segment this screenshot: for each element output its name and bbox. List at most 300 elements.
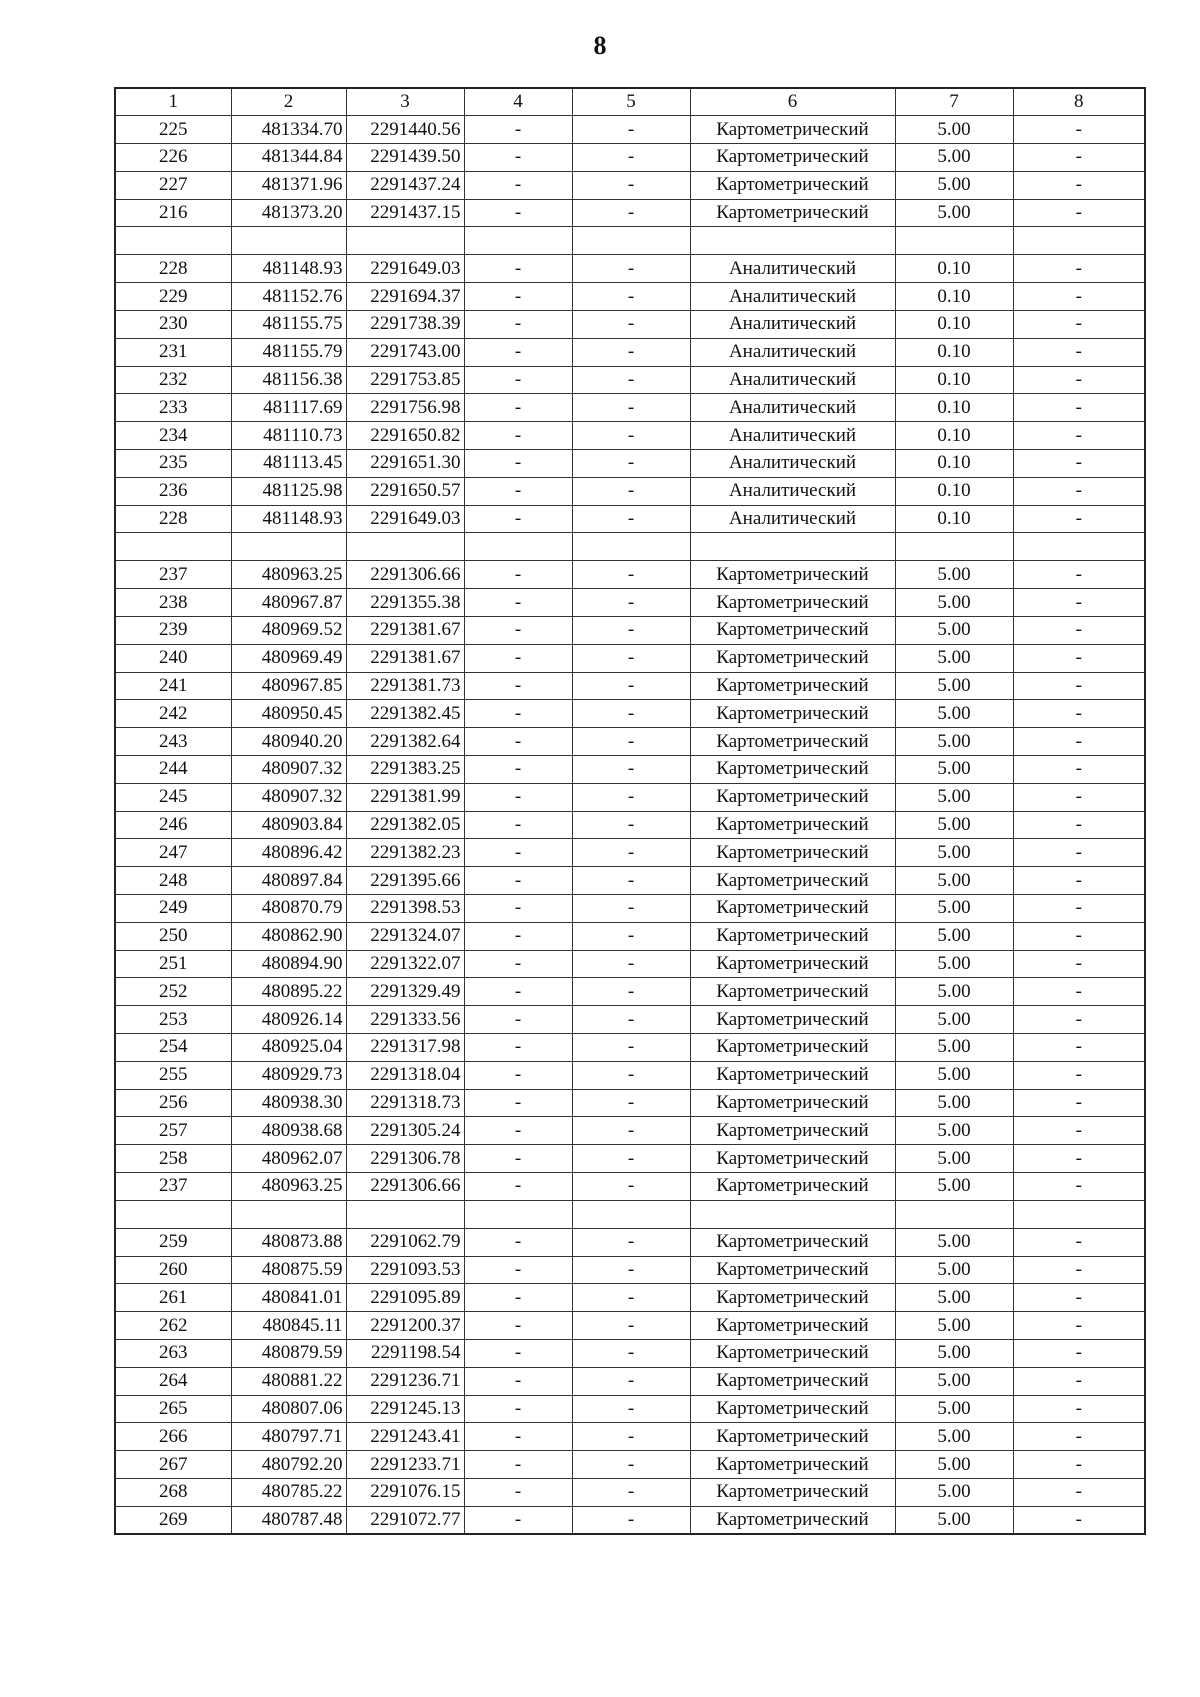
coord-y-cell: 2291076.15 <box>346 1478 464 1506</box>
accuracy-cell: 5.00 <box>895 1395 1013 1423</box>
coord-x-cell: 480862.90 <box>231 922 346 950</box>
col-4-cell: - <box>464 311 572 339</box>
point-number-cell: 261 <box>115 1284 231 1312</box>
accuracy-cell: 5.00 <box>895 728 1013 756</box>
col-4-cell: - <box>464 394 572 422</box>
accuracy-cell: 5.00 <box>895 644 1013 672</box>
table-row <box>115 1006 1145 1034</box>
method-cell: Аналитический <box>690 422 895 450</box>
coord-x-cell: 481156.38 <box>231 366 346 394</box>
point-number-cell: 259 <box>115 1228 231 1256</box>
coord-y-cell: 2291062.79 <box>346 1228 464 1256</box>
point-number-cell: 232 <box>115 366 231 394</box>
coord-x-cell: 480938.30 <box>231 1089 346 1117</box>
coord-y-cell: 2291324.07 <box>346 922 464 950</box>
col-8-cell: - <box>1013 1006 1145 1034</box>
accuracy-cell: 5.00 <box>895 561 1013 589</box>
point-number-cell: 266 <box>115 1423 231 1451</box>
col-5-cell: - <box>572 1423 690 1451</box>
col-4-cell: - <box>464 1089 572 1117</box>
coord-x-cell: 480969.52 <box>231 617 346 645</box>
coord-y-cell: 2291333.56 <box>346 1006 464 1034</box>
method-cell: Картометрический <box>690 1312 895 1340</box>
point-number-cell: 239 <box>115 617 231 645</box>
col-4-cell: - <box>464 450 572 478</box>
col-5-cell: - <box>572 422 690 450</box>
table-row <box>115 1284 1145 1312</box>
table-row <box>115 477 1145 505</box>
accuracy-cell: 5.00 <box>895 617 1013 645</box>
col-4-cell: - <box>464 366 572 394</box>
table-row <box>115 1117 1145 1145</box>
accuracy-cell: 0.10 <box>895 505 1013 533</box>
col-8-cell: - <box>1013 338 1145 366</box>
method-cell: Картометрический <box>690 1451 895 1479</box>
col-5-cell: - <box>572 1117 690 1145</box>
point-number-cell: 267 <box>115 1451 231 1479</box>
empty-cell <box>231 533 346 561</box>
method-cell: Картометрический <box>690 1395 895 1423</box>
method-cell: Картометрический <box>690 1423 895 1451</box>
col-4-cell: - <box>464 728 572 756</box>
method-cell: Аналитический <box>690 366 895 394</box>
table-row <box>115 728 1145 756</box>
coord-x-cell: 480881.22 <box>231 1367 346 1395</box>
col-4-cell: - <box>464 144 572 172</box>
point-number-cell: 229 <box>115 283 231 311</box>
table-row <box>115 1228 1145 1256</box>
col-5-cell: - <box>572 1312 690 1340</box>
empty-cell <box>115 1200 231 1228</box>
col-5-cell: - <box>572 1256 690 1284</box>
accuracy-cell: 5.00 <box>895 950 1013 978</box>
accuracy-cell: 5.00 <box>895 144 1013 172</box>
empty-cell <box>690 227 895 255</box>
empty-cell <box>231 227 346 255</box>
header-cell-6: 6 <box>690 88 895 116</box>
accuracy-cell: 5.00 <box>895 171 1013 199</box>
accuracy-cell: 5.00 <box>895 1228 1013 1256</box>
col-4-cell: - <box>464 1395 572 1423</box>
col-4-cell: - <box>464 1478 572 1506</box>
table-row <box>115 1034 1145 1062</box>
col-8-cell: - <box>1013 922 1145 950</box>
accuracy-cell: 0.10 <box>895 394 1013 422</box>
coord-x-cell: 480967.85 <box>231 672 346 700</box>
accuracy-cell: 5.00 <box>895 1312 1013 1340</box>
col-4-cell: - <box>464 700 572 728</box>
coord-x-cell: 481113.45 <box>231 450 346 478</box>
coord-y-cell: 2291440.56 <box>346 116 464 144</box>
coord-y-cell: 2291317.98 <box>346 1034 464 1062</box>
empty-cell <box>115 227 231 255</box>
method-cell: Аналитический <box>690 255 895 283</box>
coord-y-cell: 2291382.45 <box>346 700 464 728</box>
col-5-cell: - <box>572 116 690 144</box>
accuracy-cell: 5.00 <box>895 1423 1013 1451</box>
empty-cell <box>895 227 1013 255</box>
col-5-cell: - <box>572 450 690 478</box>
coord-x-cell: 481148.93 <box>231 255 346 283</box>
point-number-cell: 225 <box>115 116 231 144</box>
col-5-cell: - <box>572 1367 690 1395</box>
table-row <box>115 644 1145 672</box>
point-number-cell: 216 <box>115 199 231 227</box>
table-row <box>115 867 1145 895</box>
col-4-cell: - <box>464 338 572 366</box>
col-5-cell: - <box>572 171 690 199</box>
col-8-cell: - <box>1013 1312 1145 1340</box>
col-8-cell: - <box>1013 1339 1145 1367</box>
col-5-cell: - <box>572 728 690 756</box>
accuracy-cell: 5.00 <box>895 756 1013 784</box>
col-4-cell: - <box>464 561 572 589</box>
accuracy-cell: 5.00 <box>895 1478 1013 1506</box>
coord-x-cell: 480797.71 <box>231 1423 346 1451</box>
col-5-cell: - <box>572 811 690 839</box>
col-5-cell: - <box>572 1145 690 1173</box>
point-number-cell: 264 <box>115 1367 231 1395</box>
point-number-cell: 251 <box>115 950 231 978</box>
point-number-cell: 254 <box>115 1034 231 1062</box>
table-row <box>115 422 1145 450</box>
table-row <box>115 1506 1145 1534</box>
table-row <box>115 366 1145 394</box>
col-8-cell: - <box>1013 1284 1145 1312</box>
col-8-cell: - <box>1013 1478 1145 1506</box>
accuracy-cell: 0.10 <box>895 338 1013 366</box>
col-8-cell: - <box>1013 867 1145 895</box>
table-row <box>115 895 1145 923</box>
coord-y-cell: 2291381.67 <box>346 617 464 645</box>
table-row <box>115 922 1145 950</box>
col-8-cell: - <box>1013 255 1145 283</box>
table-row <box>115 839 1145 867</box>
col-5-cell: - <box>572 311 690 339</box>
col-5-cell: - <box>572 978 690 1006</box>
col-5-cell: - <box>572 283 690 311</box>
coord-y-cell: 2291322.07 <box>346 950 464 978</box>
col-5-cell: - <box>572 199 690 227</box>
coord-y-cell: 2291093.53 <box>346 1256 464 1284</box>
table-row <box>115 116 1145 144</box>
table-row <box>115 255 1145 283</box>
separator-row <box>115 227 1145 255</box>
coord-y-cell: 2291743.00 <box>346 338 464 366</box>
table-row <box>115 950 1145 978</box>
col-5-cell: - <box>572 1061 690 1089</box>
point-number-cell: 235 <box>115 450 231 478</box>
method-cell: Картометрический <box>690 561 895 589</box>
col-5-cell: - <box>572 700 690 728</box>
col-4-cell: - <box>464 895 572 923</box>
accuracy-cell: 5.00 <box>895 199 1013 227</box>
col-5-cell: - <box>572 950 690 978</box>
empty-cell <box>690 1200 895 1228</box>
col-8-cell: - <box>1013 116 1145 144</box>
table-row <box>115 561 1145 589</box>
coord-y-cell: 2291245.13 <box>346 1395 464 1423</box>
coord-y-cell: 2291198.54 <box>346 1339 464 1367</box>
empty-cell <box>572 1200 690 1228</box>
empty-cell <box>346 227 464 255</box>
coord-x-cell: 480907.32 <box>231 783 346 811</box>
coord-x-cell: 480807.06 <box>231 1395 346 1423</box>
col-4-cell: - <box>464 978 572 1006</box>
accuracy-cell: 5.00 <box>895 589 1013 617</box>
col-4-cell: - <box>464 589 572 617</box>
table-header <box>115 88 1145 116</box>
accuracy-cell: 5.00 <box>895 1089 1013 1117</box>
coord-x-cell: 480963.25 <box>231 1172 346 1200</box>
point-number-cell: 240 <box>115 644 231 672</box>
point-number-cell: 262 <box>115 1312 231 1340</box>
method-cell: Картометрический <box>690 756 895 784</box>
col-8-cell: - <box>1013 1506 1145 1534</box>
col-8-cell: - <box>1013 811 1145 839</box>
coord-y-cell: 2291649.03 <box>346 505 464 533</box>
col-8-cell: - <box>1013 783 1145 811</box>
coord-y-cell: 2291694.37 <box>346 283 464 311</box>
coord-x-cell: 480925.04 <box>231 1034 346 1062</box>
coord-y-cell: 2291306.78 <box>346 1145 464 1173</box>
accuracy-cell: 5.00 <box>895 811 1013 839</box>
method-cell: Картометрический <box>690 1034 895 1062</box>
method-cell: Аналитический <box>690 283 895 311</box>
coord-x-cell: 481334.70 <box>231 116 346 144</box>
method-cell: Картометрический <box>690 1228 895 1256</box>
header-row <box>115 88 1145 116</box>
coord-y-cell: 2291753.85 <box>346 366 464 394</box>
coord-y-cell: 2291649.03 <box>346 255 464 283</box>
coord-y-cell: 2291437.24 <box>346 171 464 199</box>
col-4-cell: - <box>464 756 572 784</box>
col-5-cell: - <box>572 561 690 589</box>
accuracy-cell: 5.00 <box>895 1006 1013 1034</box>
accuracy-cell: 5.00 <box>895 895 1013 923</box>
accuracy-cell: 0.10 <box>895 366 1013 394</box>
point-number-cell: 230 <box>115 311 231 339</box>
col-4-cell: - <box>464 1451 572 1479</box>
col-4-cell: - <box>464 922 572 950</box>
method-cell: Картометрический <box>690 1172 895 1200</box>
empty-cell <box>346 533 464 561</box>
col-8-cell: - <box>1013 505 1145 533</box>
coord-y-cell: 2291381.73 <box>346 672 464 700</box>
accuracy-cell: 5.00 <box>895 867 1013 895</box>
col-8-cell: - <box>1013 199 1145 227</box>
method-cell: Картометрический <box>690 589 895 617</box>
col-8-cell: - <box>1013 450 1145 478</box>
coord-y-cell: 2291318.04 <box>346 1061 464 1089</box>
coord-x-cell: 480903.84 <box>231 811 346 839</box>
accuracy-cell: 5.00 <box>895 1117 1013 1145</box>
accuracy-cell: 5.00 <box>895 1506 1013 1534</box>
col-8-cell: - <box>1013 1117 1145 1145</box>
col-5-cell: - <box>572 644 690 672</box>
coord-x-cell: 480787.48 <box>231 1506 346 1534</box>
col-5-cell: - <box>572 338 690 366</box>
coord-y-cell: 2291756.98 <box>346 394 464 422</box>
accuracy-cell: 5.00 <box>895 978 1013 1006</box>
col-8-cell: - <box>1013 1395 1145 1423</box>
table-body <box>115 116 1145 1534</box>
coord-x-cell: 480792.20 <box>231 1451 346 1479</box>
empty-cell <box>464 533 572 561</box>
empty-cell <box>231 1200 346 1228</box>
col-5-cell: - <box>572 1006 690 1034</box>
col-4-cell: - <box>464 283 572 311</box>
point-number-cell: 252 <box>115 978 231 1006</box>
method-cell: Аналитический <box>690 505 895 533</box>
point-number-cell: 243 <box>115 728 231 756</box>
method-cell: Картометрический <box>690 1478 895 1506</box>
method-cell: Картометрический <box>690 1256 895 1284</box>
col-4-cell: - <box>464 1034 572 1062</box>
point-number-cell: 227 <box>115 171 231 199</box>
point-number-cell: 255 <box>115 1061 231 1089</box>
col-4-cell: - <box>464 617 572 645</box>
coord-y-cell: 2291650.82 <box>346 422 464 450</box>
header-cell-2: 2 <box>231 88 346 116</box>
method-cell: Картометрический <box>690 116 895 144</box>
col-4-cell: - <box>464 1228 572 1256</box>
point-number-cell: 256 <box>115 1089 231 1117</box>
method-cell: Картометрический <box>690 1061 895 1089</box>
col-8-cell: - <box>1013 978 1145 1006</box>
col-4-cell: - <box>464 171 572 199</box>
col-8-cell: - <box>1013 1423 1145 1451</box>
col-8-cell: - <box>1013 283 1145 311</box>
col-4-cell: - <box>464 811 572 839</box>
point-number-cell: 246 <box>115 811 231 839</box>
accuracy-cell: 5.00 <box>895 1256 1013 1284</box>
coord-y-cell: 2291650.57 <box>346 477 464 505</box>
col-8-cell: - <box>1013 366 1145 394</box>
col-8-cell: - <box>1013 477 1145 505</box>
col-4-cell: - <box>464 199 572 227</box>
coord-y-cell: 2291382.05 <box>346 811 464 839</box>
method-cell: Аналитический <box>690 477 895 505</box>
coord-x-cell: 480875.59 <box>231 1256 346 1284</box>
coord-y-cell: 2291439.50 <box>346 144 464 172</box>
method-cell: Картометрический <box>690 978 895 1006</box>
coord-y-cell: 2291381.99 <box>346 783 464 811</box>
col-4-cell: - <box>464 644 572 672</box>
table-row <box>115 199 1145 227</box>
table-row <box>115 756 1145 784</box>
coord-x-cell: 480963.25 <box>231 561 346 589</box>
empty-cell <box>115 533 231 561</box>
method-cell: Картометрический <box>690 144 895 172</box>
method-cell: Картометрический <box>690 1089 895 1117</box>
col-8-cell: - <box>1013 1089 1145 1117</box>
col-8-cell: - <box>1013 1256 1145 1284</box>
method-cell: Картометрический <box>690 783 895 811</box>
col-8-cell: - <box>1013 394 1145 422</box>
header-cell-3: 3 <box>346 88 464 116</box>
method-cell: Аналитический <box>690 338 895 366</box>
empty-cell <box>464 227 572 255</box>
accuracy-cell: 0.10 <box>895 450 1013 478</box>
coord-y-cell: 2291383.25 <box>346 756 464 784</box>
col-8-cell: - <box>1013 1451 1145 1479</box>
col-8-cell: - <box>1013 1145 1145 1173</box>
method-cell: Аналитический <box>690 450 895 478</box>
col-4-cell: - <box>464 255 572 283</box>
point-number-cell: 231 <box>115 338 231 366</box>
col-8-cell: - <box>1013 617 1145 645</box>
point-number-cell: 233 <box>115 394 231 422</box>
table-row <box>115 1089 1145 1117</box>
accuracy-cell: 5.00 <box>895 1172 1013 1200</box>
method-cell: Картометрический <box>690 1006 895 1034</box>
table-row <box>115 144 1145 172</box>
coord-x-cell: 480969.49 <box>231 644 346 672</box>
coord-x-cell: 481148.93 <box>231 505 346 533</box>
col-5-cell: - <box>572 1451 690 1479</box>
point-number-cell: 260 <box>115 1256 231 1284</box>
coord-x-cell: 481155.75 <box>231 311 346 339</box>
point-number-cell: 265 <box>115 1395 231 1423</box>
col-5-cell: - <box>572 867 690 895</box>
coord-x-cell: 480873.88 <box>231 1228 346 1256</box>
col-5-cell: - <box>572 144 690 172</box>
col-8-cell: - <box>1013 1061 1145 1089</box>
col-5-cell: - <box>572 366 690 394</box>
point-number-cell: 257 <box>115 1117 231 1145</box>
col-8-cell: - <box>1013 728 1145 756</box>
table-row <box>115 1145 1145 1173</box>
coord-y-cell: 2291200.37 <box>346 1312 464 1340</box>
coord-x-cell: 481110.73 <box>231 422 346 450</box>
table-row <box>115 394 1145 422</box>
coord-x-cell: 480894.90 <box>231 950 346 978</box>
table-row <box>115 338 1145 366</box>
col-4-cell: - <box>464 783 572 811</box>
accuracy-cell: 5.00 <box>895 700 1013 728</box>
col-8-cell: - <box>1013 672 1145 700</box>
point-number-cell: 245 <box>115 783 231 811</box>
table-row <box>115 589 1145 617</box>
col-4-cell: - <box>464 1256 572 1284</box>
point-number-cell: 268 <box>115 1478 231 1506</box>
col-5-cell: - <box>572 839 690 867</box>
coord-x-cell: 480841.01 <box>231 1284 346 1312</box>
method-cell: Картометрический <box>690 617 895 645</box>
col-4-cell: - <box>464 116 572 144</box>
col-4-cell: - <box>464 1145 572 1173</box>
coord-y-cell: 2291305.24 <box>346 1117 464 1145</box>
method-cell: Картометрический <box>690 171 895 199</box>
coord-x-cell: 480895.22 <box>231 978 346 1006</box>
col-5-cell: - <box>572 672 690 700</box>
point-number-cell: 248 <box>115 867 231 895</box>
table-row <box>115 1061 1145 1089</box>
coord-y-cell: 2291233.71 <box>346 1451 464 1479</box>
method-cell: Картометрический <box>690 1506 895 1534</box>
accuracy-cell: 0.10 <box>895 422 1013 450</box>
point-number-cell: 269 <box>115 1506 231 1534</box>
accuracy-cell: 0.10 <box>895 283 1013 311</box>
method-cell: Картометрический <box>690 950 895 978</box>
coord-x-cell: 480897.84 <box>231 867 346 895</box>
col-8-cell: - <box>1013 1367 1145 1395</box>
col-4-cell: - <box>464 1312 572 1340</box>
coord-x-cell: 480929.73 <box>231 1061 346 1089</box>
empty-cell <box>572 533 690 561</box>
col-4-cell: - <box>464 950 572 978</box>
